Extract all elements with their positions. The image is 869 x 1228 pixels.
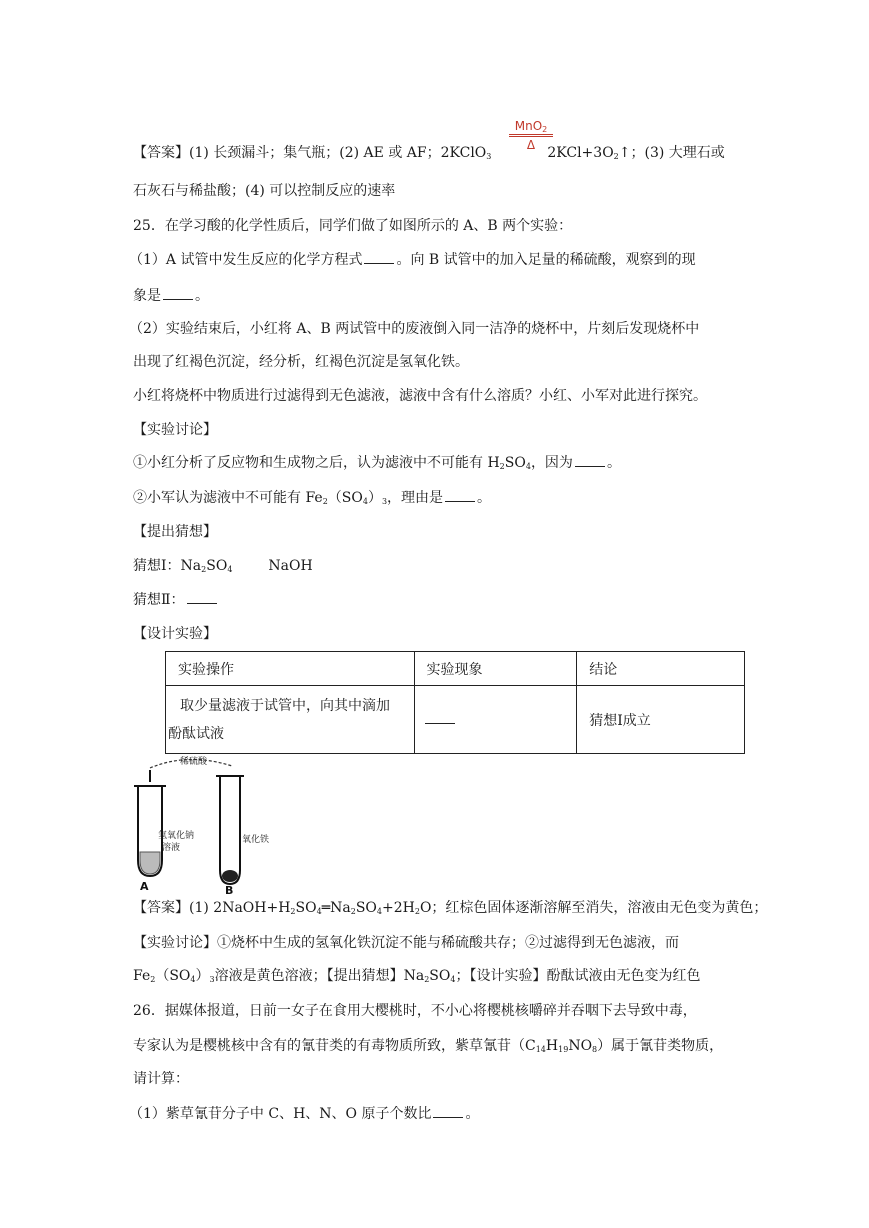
table-header-row	[166, 652, 745, 686]
answer-blank	[575, 454, 605, 467]
guess-1: 猜想Ⅰ：$Na_2SO_4$ NaOH	[133, 558, 313, 574]
answer-blank	[364, 251, 394, 264]
q25-part1: （1）A 试管中发生反应的化学方程式 。向 B 试管中的加入足量的稀硫酸，观察到的现	[129, 252, 696, 268]
label-iron-oxide: 氧化铁	[242, 835, 270, 845]
table-row	[166, 686, 745, 754]
test-tube-figure	[128, 754, 288, 894]
discussion-1: ①小红分析了反应物和生成物之后，认为滤液中不可能有 $H_2SO_4$，因为 。	[133, 455, 621, 471]
answer25-line2: 【实验讨论】①烧杯中生成的氢氧化铁沉淀不能与稀硫酸共存；②过滤得到无色滤液，而	[133, 935, 679, 951]
tube-b	[216, 776, 244, 894]
answer-blank	[425, 711, 455, 724]
answer24-line2: 石灰石与稀盐酸；(4) 可以控制反应的速率	[133, 183, 396, 199]
q25-part1-cont: 象是 。	[133, 288, 209, 304]
answer-blank	[163, 287, 193, 300]
answer-blank	[445, 489, 475, 502]
tube-a-label: A	[140, 880, 149, 893]
label-sodium-hydroxide: 氢氧化钠	[158, 831, 195, 841]
q26-line3: 请计算：	[133, 1071, 189, 1087]
cell-operation: 取少量滤液于试管中，向其中滴加 酚酞试液	[166, 686, 415, 754]
discussion-2: ②小军认为滤液中不可能有 $Fe_2(SO_4)_3$，理由是 。	[133, 490, 492, 506]
header-phenomenon: 实验现象	[414, 652, 577, 686]
q25-part2-cont: 出现了红褐色沉淀，经分析，红褐色沉淀是氢氧化铁。	[133, 354, 469, 370]
catalyst-label: MnO$_2$ Δ	[507, 119, 555, 152]
heading-design: 【设计实验】	[133, 626, 217, 642]
header-conclusion: 结论	[577, 652, 745, 686]
answer24-line1: 【答案】(1) 长颈漏斗；集气瓶；(2) AE 或 AF；2KClO$_3$ $2KCl+3O_2↑$；(3) 大理石或	[133, 145, 725, 161]
heading-guess: 【提出猜想】	[133, 524, 217, 540]
answer-blank	[433, 1105, 463, 1118]
experiment-table	[165, 651, 745, 754]
q26-line2: 专家认为是樱桃核中含有的氰苷类的有毒物质所致，紫草氰苷$(C_{14}H_{19}NO_8)$属于氰苷类物质，	[133, 1038, 724, 1054]
cell-conclusion: 猜想Ⅰ成立	[577, 686, 745, 754]
q26-line1: 26．据媒体报道，日前一女子在食用大樱桃时，不小心将樱桃核嚼碎并吞咽下去导致中毒，	[133, 1003, 697, 1019]
tube-b-label: B	[225, 884, 234, 894]
reaction-arrow-bar	[509, 134, 553, 137]
q25-part2: （2）实验结束后，小红将 A、B 两试管中的废液倒入同一洁净的烧杯中，片刻后发现烧杯中	[129, 321, 700, 337]
q26-part1: （1）紫草氰苷分子中 C、H、N、O 原子个数比 。	[129, 1106, 480, 1122]
header-operation: 实验操作	[166, 652, 415, 686]
label-solution: 溶液	[162, 843, 181, 853]
label-dilute-sulfuric-acid: 稀硫酸	[180, 757, 208, 767]
q25-title: 25．在学习酸的化学性质后，同学们做了如图所示的 A、B 两个实验：	[133, 218, 573, 234]
answer-blank	[187, 591, 217, 604]
answer25-line1: 【答案】(1) $2NaOH+H_2SO_4═Na_2SO_4+2H_2O$；红棕色固体逐渐溶解至消失，溶液由无色变为黄色；	[133, 900, 768, 916]
heat-symbol: Δ	[526, 138, 536, 152]
answer25-line3: $Fe_2(SO_4)_3$溶液是黄色溶液；【提出猜想】$Na_2SO_4$；【设计实验】酚酞试液由无色变为红色	[133, 968, 701, 984]
q25-paragraph3: 小红将烧杯中物质进行过滤得到无色滤液，滤液中含有什么溶质？小红、小军对此进行探究。	[133, 388, 707, 404]
cell-phenomenon	[414, 686, 577, 754]
heading-discussion: 【实验讨论】	[133, 422, 217, 438]
guess-2: 猜想Ⅱ：	[133, 590, 219, 610]
